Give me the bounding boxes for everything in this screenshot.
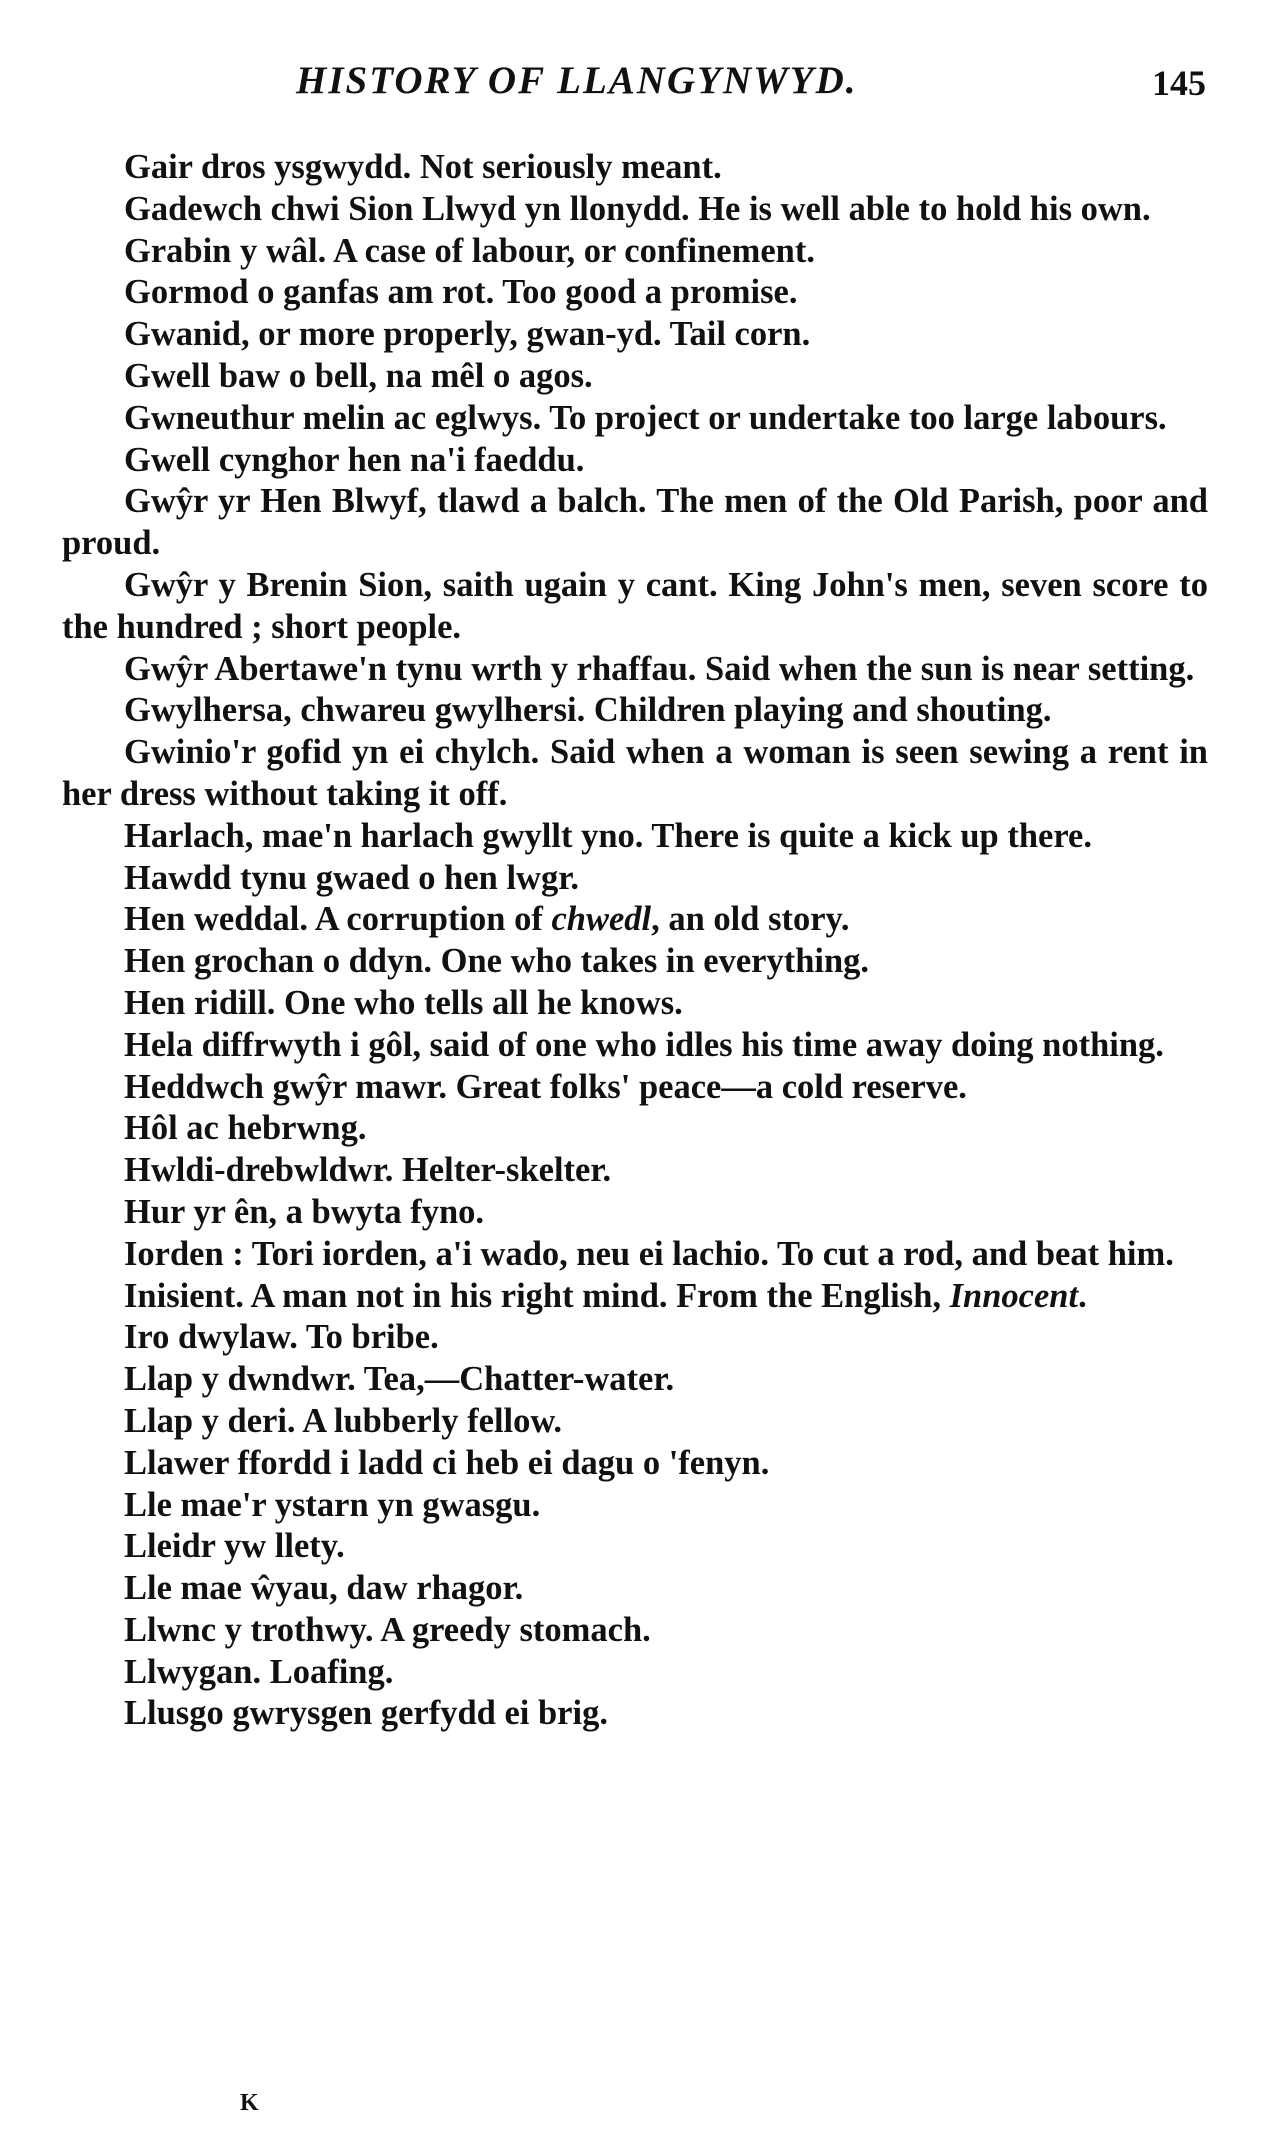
- glossary-entry: Gwell baw o bell, na mêl o agos.: [124, 356, 593, 395]
- glossary-entry: Gwneuthur melin ac eglwys. To project or undertake too large labours.: [124, 398, 1167, 437]
- glossary-entry: Llusgo gwrysgen gerfydd ei brig.: [124, 1694, 608, 1733]
- glossary-entry: Lle mae'r ystarn yn gwasgu.: [124, 1485, 541, 1524]
- entry-text: , an old story.: [651, 900, 850, 939]
- glossary-entry: Harlach, mae'n harlach gwyllt yno. There is quite a kick up there.: [124, 816, 1092, 855]
- glossary-entry: Hawdd tynu gwaed o hen lwgr.: [124, 858, 579, 897]
- glossary-entry: Grabin y wâl. A case of labour, or confinement.: [124, 231, 815, 270]
- glossary-entry: Lle mae ŵyau, daw rhagor.: [124, 1569, 524, 1608]
- glossary-entry: Hwldi-drebwldwr. Helter-skelter.: [124, 1151, 612, 1190]
- page-number: 145: [1152, 63, 1206, 103]
- entry-text: Inisient. A man not in his right mind. From the English,: [124, 1276, 950, 1315]
- glossary-entry: Llwnc y trothwy. A greedy stomach.: [124, 1610, 651, 1649]
- glossary-entry: Hela diffrwyth i gôl, said of one who idles his time away doing nothing.: [124, 1025, 1164, 1064]
- glossary-entry: Llawer ffordd i ladd ci heb ei dagu o 'fenyn.: [124, 1443, 770, 1482]
- glossary-entry: Hôl ac hebrwng.: [124, 1109, 367, 1148]
- glossary-entry: Iorden : Tori iorden, a'i wado, neu ei lachio. To cut a rod, and beat him.: [124, 1234, 1174, 1273]
- glossary-entry: Gwŷr Abertawe'n tynu wrth y rhaffau. Said when the sun is near setting.: [124, 649, 1195, 688]
- glossary-entry: Hen ridill. One who tells all he knows.: [124, 983, 683, 1022]
- glossary-text: [62, 147, 1208, 1735]
- entry-text: .: [1078, 1276, 1087, 1315]
- glossary-entry: Llap y dwndwr. Tea,—Chatter-water.: [124, 1360, 675, 1399]
- glossary-entry: Gwell cynghor hen na'i faeddu.: [124, 440, 585, 479]
- glossary-entry: Lleidr yw llety.: [124, 1527, 345, 1566]
- glossary-entry: Gormod o ganfas am rot. Too good a promise.: [124, 273, 798, 312]
- glossary-entry: Heddwch gwŷr mawr. Great folks' peace—a cold reserve.: [124, 1067, 967, 1106]
- glossary-entry: Gwinio'r gofid yn ei chylch. Said when a woman is seen sewing a rent in her dress without taking it off.: [62, 733, 1208, 813]
- glossary-entry: Gwŷr y Brenin Sion, saith ugain y cant. King John's men, seven score to the hundred ; short people.: [62, 565, 1208, 646]
- italic-term: chwedl: [551, 900, 652, 939]
- glossary-entry: Gair dros ysgwydd. Not seriously meant.: [124, 148, 722, 186]
- glossary-entry: Hen grochan o ddyn. One who takes in everything.: [124, 942, 870, 981]
- glossary-entry: Hur yr ên, a bwyta fyno.: [124, 1192, 485, 1231]
- glossary-entry: Gwanid, or more properly, gwan-yd. Tail corn.: [124, 315, 811, 354]
- glossary-entry: Gadewch chwi Sion Llwyd yn llonydd. He is well able to hold his own.: [124, 189, 1151, 228]
- glossary-entry: [62, 899, 1208, 941]
- glossary-entry: [62, 1276, 1208, 1318]
- glossary-entry: Gwŷr yr Hen Blwyf, tlawd a balch. The men of the Old Parish, poor and proud.: [62, 482, 1208, 563]
- running-title: HISTORY OF LLANGYNWYD.: [296, 59, 858, 102]
- glossary-entry: Gwylhersa, chwareu gwylhersi. Children playing and shouting.: [124, 691, 1052, 730]
- page-header: [66, 58, 1206, 118]
- glossary-entry: Iro dwylaw. To bribe.: [124, 1318, 439, 1357]
- signature-mark: K: [240, 2090, 259, 2116]
- italic-term: Innocent: [949, 1276, 1079, 1315]
- entry-text: Hen weddal. A corruption of: [124, 900, 552, 939]
- glossary-entry: Llwygan. Loafing.: [124, 1652, 394, 1691]
- glossary-entry: Llap y deri. A lubberly fellow.: [124, 1401, 563, 1440]
